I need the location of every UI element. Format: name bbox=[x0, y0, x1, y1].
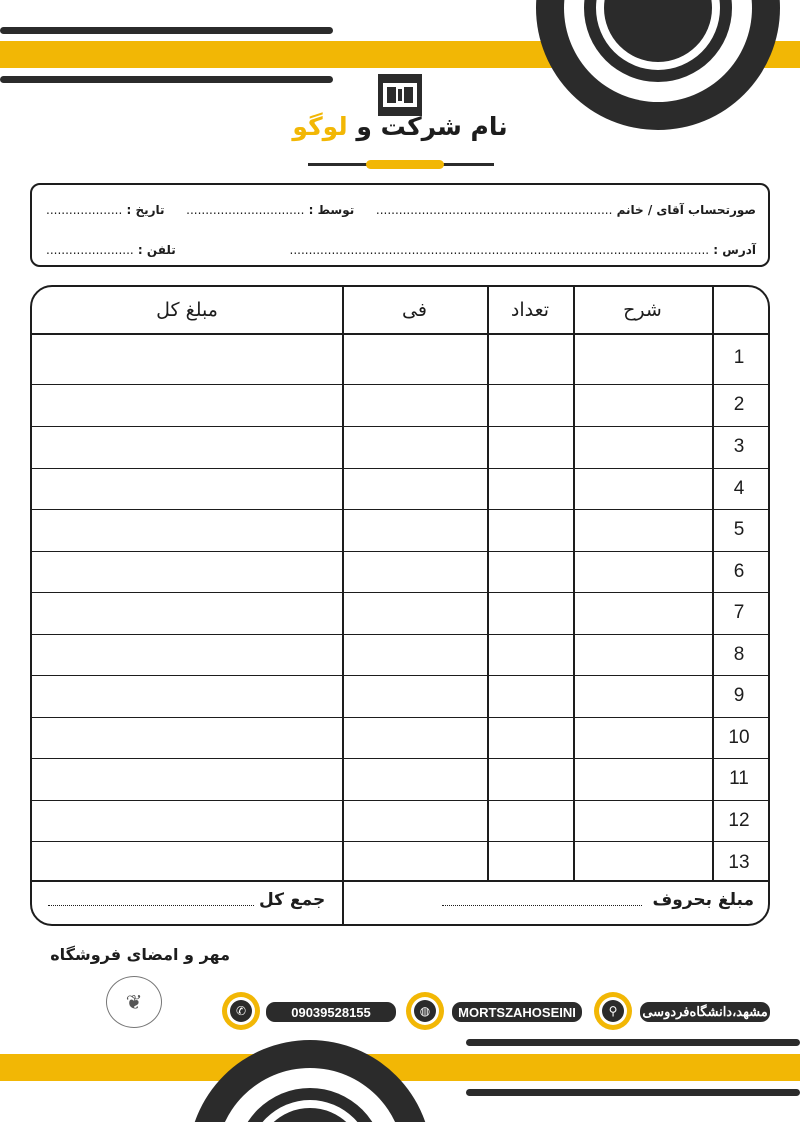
header-total: مبلغ کل bbox=[156, 299, 218, 321]
row-divider bbox=[32, 675, 768, 676]
col-divider bbox=[487, 287, 489, 880]
top-dark-bar-1 bbox=[0, 27, 333, 34]
row-divider bbox=[32, 800, 768, 801]
title-accent: لوگو bbox=[292, 112, 348, 141]
address-badge: مشهد،دانشگاه‌فردوسی bbox=[640, 1002, 770, 1022]
bottom-circles bbox=[180, 1030, 440, 1122]
amount-in-words-field[interactable] bbox=[442, 905, 642, 906]
customer-label: صورتحساب آقای / خانم bbox=[616, 203, 756, 217]
username-badge: MORTSZAHOSEINI bbox=[452, 1002, 582, 1022]
phone-label: تلفن : bbox=[137, 243, 176, 257]
row-number: 11 bbox=[729, 768, 749, 789]
row-number: 7 bbox=[733, 602, 745, 623]
header-unit-price: فی bbox=[402, 299, 427, 321]
bottom-dark-bar-1 bbox=[466, 1039, 800, 1046]
phone-field[interactable]: تلفن : ....................... bbox=[46, 243, 176, 257]
sum-total-label: جمع کل bbox=[259, 890, 326, 910]
header-qty: تعداد bbox=[510, 299, 550, 321]
sum-total-field[interactable] bbox=[48, 905, 254, 906]
title-main: نام شرکت و bbox=[356, 112, 508, 141]
col-divider bbox=[712, 287, 714, 880]
row-divider bbox=[32, 509, 768, 510]
customer-field[interactable]: صورتحساب آقای / خانم .............................................................. bbox=[375, 203, 756, 217]
address-field[interactable]: آدرس : .............................................................................................................. bbox=[289, 243, 756, 257]
phone-icon: ✆ bbox=[222, 992, 260, 1030]
col-divider bbox=[342, 287, 344, 926]
row-divider bbox=[32, 758, 768, 759]
seal-label: مهر و امضای فروشگاه bbox=[50, 945, 230, 964]
by-field[interactable]: توسط : ............................... bbox=[186, 203, 355, 217]
row-number: 5 bbox=[733, 519, 745, 540]
top-dark-bar-2 bbox=[0, 76, 333, 83]
by-label: توسط : bbox=[308, 203, 355, 217]
row-number: 12 bbox=[728, 810, 750, 831]
row-number: 4 bbox=[733, 478, 745, 499]
row-number: 13 bbox=[728, 852, 750, 873]
logo-icon bbox=[378, 74, 422, 116]
row-divider bbox=[32, 717, 768, 718]
location-icon: ⚲ bbox=[594, 992, 632, 1030]
row-divider bbox=[32, 468, 768, 469]
info-row-2 bbox=[46, 243, 756, 257]
top-right-circles bbox=[520, 0, 800, 130]
title-underline-accent bbox=[366, 160, 444, 169]
row-divider bbox=[32, 841, 768, 842]
row-divider bbox=[32, 551, 768, 552]
date-field[interactable]: تاریخ : .................... bbox=[46, 203, 165, 217]
page-title bbox=[250, 112, 550, 141]
row-number: 2 bbox=[733, 394, 745, 415]
date-label: تاریخ : bbox=[126, 203, 165, 217]
footer-divider bbox=[32, 880, 768, 882]
row-number: 6 bbox=[733, 561, 745, 582]
header-desc: شرح bbox=[623, 299, 662, 321]
address-label: آدرس : bbox=[713, 243, 756, 257]
globe-icon: ◍ bbox=[406, 992, 444, 1030]
customer-info-box bbox=[30, 183, 770, 267]
seal-icon: ❦ bbox=[106, 976, 162, 1028]
row-divider bbox=[32, 592, 768, 593]
row-number: 9 bbox=[733, 685, 745, 706]
row-number: 8 bbox=[733, 644, 745, 665]
info-row-1 bbox=[46, 203, 756, 217]
col-divider bbox=[573, 287, 575, 880]
row-number: 10 bbox=[728, 727, 750, 748]
amount-in-words-label: مبلغ بحروف bbox=[652, 890, 754, 910]
row-number: 3 bbox=[733, 436, 745, 457]
row-divider bbox=[32, 634, 768, 635]
row-divider bbox=[32, 426, 768, 427]
header-divider bbox=[32, 333, 768, 335]
row-divider bbox=[32, 384, 768, 385]
phone-badge: 09039528155 bbox=[266, 1002, 396, 1022]
row-number: 1 bbox=[733, 347, 745, 368]
bottom-dark-bar-2 bbox=[466, 1089, 800, 1096]
invoice-table bbox=[30, 285, 770, 926]
